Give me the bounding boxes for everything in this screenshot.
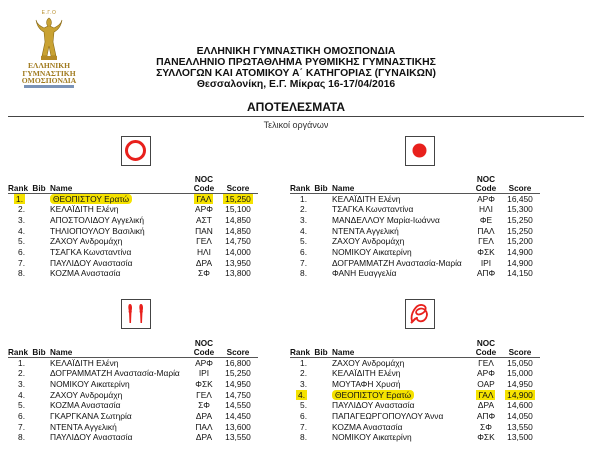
athlete-name: ΑΠΟΣΤΟΛΙΔΟΥ Αγγελική <box>50 214 144 225</box>
noc-cell: ΔΡΑ <box>195 257 213 268</box>
score-cell: 15,000 <box>507 368 533 379</box>
athlete-name: ΘΕΟΠΙΣΤΟΥ Ερατώ <box>50 194 132 204</box>
ribbon-icon <box>405 299 435 329</box>
venue-date: Θεσσαλονίκη, Ε.Γ. Μίκρας 16-17/04/2016 <box>196 79 396 90</box>
noc-cell: ΣΦ <box>480 421 492 432</box>
noc-cell: ΦΣΚ <box>195 378 213 389</box>
noc-cell: ΑΡΦ <box>477 193 495 204</box>
championship-category: ΣΥΛΛΟΓΩΝ ΚΑΙ ΑΤΟΜΙΚΟΥ Α΄ ΚΑΤΗΓΟΡΙΑΣ (ΓΥΝΑΙΚΩΝ) <box>156 68 436 79</box>
table-row <box>8 357 258 368</box>
score-value: 15,250 <box>225 193 251 204</box>
bib-cell <box>310 226 332 237</box>
noc-cell: ΦΣΚ <box>477 432 495 443</box>
athlete-name: ΦΑΝΗ Ευαγγελία <box>332 268 397 279</box>
bib-cell <box>28 357 50 368</box>
bib-cell <box>28 215 50 226</box>
logo-line: ΟΜΟΣΠΟΝΔΙΑ <box>21 76 77 86</box>
score-cell: 14,850 <box>225 225 251 236</box>
noc-cell: ΣΦ <box>198 268 210 279</box>
table-row <box>8 268 258 279</box>
athlete-name: ΤΣΑΓΚΑ Κωνσταντίνα <box>50 247 132 258</box>
rank-cell: 3. <box>18 378 26 389</box>
col-score: Score <box>218 170 258 193</box>
rank-cell: 7. <box>300 421 308 432</box>
col-noc: NOC Code <box>472 334 500 357</box>
score-value: 14,900 <box>507 389 533 400</box>
score-cell: 14,950 <box>225 378 251 389</box>
athlete-name: ΝΟΜΙΚΟΥ Αικατερίνη <box>332 247 412 258</box>
noc-cell: ΓΕΛ <box>196 389 212 400</box>
noc-cell: ΓΕΛ <box>478 236 494 247</box>
rank-value: 4. <box>298 389 306 400</box>
table-row <box>290 193 540 204</box>
table-row <box>8 422 258 433</box>
table-row <box>290 422 540 433</box>
table-row <box>290 379 540 390</box>
bib-cell <box>310 379 332 390</box>
rank-cell: 1. <box>300 193 308 204</box>
rank-cell: 5. <box>18 400 26 411</box>
results-subtitle: Τελικοί οργάνων <box>263 120 329 130</box>
col-rank: Rank <box>290 334 310 357</box>
col-score: Score <box>218 334 258 357</box>
noc-cell: ΣΦ <box>198 400 210 411</box>
table-row <box>8 193 258 204</box>
noc-cell: ΠΑΛ <box>195 421 213 432</box>
score-cell: 14,850 <box>225 214 251 225</box>
col-rank: Rank <box>8 334 28 357</box>
table-row <box>290 215 540 226</box>
noc-cell: ΗΛΙ <box>196 247 211 258</box>
score-cell: 16,800 <box>225 357 251 368</box>
rank-cell: 5. <box>300 400 308 411</box>
athlete-name: ΜΑΝΔΕΛΛΟΥ Μαρία-Ιωάννα <box>332 214 440 225</box>
score-cell: 14,600 <box>507 400 533 411</box>
table-row <box>8 204 258 215</box>
rank-cell: 8. <box>300 432 308 443</box>
table-row <box>290 258 540 269</box>
noc-cell: ΠΑΝ <box>195 225 213 236</box>
score-cell: 14,050 <box>507 411 533 422</box>
athlete-name: ΖΑΧΟΥ Ανδρομάχη <box>332 357 405 368</box>
score-cell: 13,950 <box>225 257 251 268</box>
bib-cell <box>28 268 50 279</box>
clubs-icon <box>121 299 151 329</box>
rank-cell: 6. <box>18 411 26 422</box>
athlete-name: ΚΕΛΑΪΔΙΤΗ Ελένη <box>332 368 401 379</box>
bib-cell <box>28 247 50 258</box>
table-row <box>8 411 258 422</box>
rank-cell: 6. <box>18 247 26 258</box>
noc-cell: ΔΡΑ <box>195 411 213 422</box>
rank-cell: 2. <box>18 368 26 379</box>
logo-line: ΓΥΜΝΑΣΤΙΚΗ <box>22 68 76 78</box>
noc-cell: ΗΛΙ <box>479 204 493 215</box>
athlete-name: ΤΗΛΙΟΠΟΥΛΟΥ Βασιλική <box>50 225 145 236</box>
athlete-name: ΖΑΧΟΥ Ανδρομάχη <box>50 236 123 247</box>
score-cell: 15,250 <box>225 368 251 379</box>
table-row <box>290 226 540 237</box>
noc-cell: ΑΡΦ <box>195 357 213 368</box>
noc-cell <box>472 390 500 401</box>
ribbon-results-table <box>290 334 540 443</box>
rank-cell: 2. <box>300 204 308 215</box>
score-cell: 13,600 <box>225 421 251 432</box>
table-row <box>290 357 540 368</box>
noc-value: ΓΑΛ <box>478 389 494 400</box>
table-row <box>290 411 540 422</box>
bib-cell <box>310 247 332 258</box>
score-cell: 14,900 <box>507 247 533 258</box>
federation-name: ΕΛΛΗΝΙΚΗ ΓΥΜΝΑΣΤΙΚΗ ΟΜΟΣΠΟΝΔΙΑ <box>196 46 396 57</box>
noc-cell: ΑΡΦ <box>195 204 213 215</box>
bib-cell <box>28 204 50 215</box>
noc-cell: ΑΡΦ <box>477 368 495 379</box>
bib-cell <box>28 379 50 390</box>
bib-cell <box>310 215 332 226</box>
athlete-name: ΚΕΛΑΪΔΙΤΗ Ελένη <box>50 357 119 368</box>
score-cell: 14,550 <box>225 400 251 411</box>
bib-cell <box>28 226 50 237</box>
col-name: Name <box>332 170 472 193</box>
noc-cell: ΟΑΡ <box>477 378 495 389</box>
noc-cell: ΑΠΦ <box>476 268 496 279</box>
athlete-name: ΠΑΥΛΙΔΟΥ Αναστασία <box>50 432 133 443</box>
bib-cell <box>310 258 332 269</box>
noc-cell: ΙΡΙ <box>198 368 210 379</box>
score-cell: 13,500 <box>507 432 533 443</box>
col-bib: Bib <box>310 334 332 357</box>
noc-cell <box>190 193 218 204</box>
noc-cell: ΔΡΑ <box>195 432 213 443</box>
score-cell: 13,550 <box>507 421 533 432</box>
noc-value: ΓΑΛ <box>196 193 212 204</box>
col-noc: NOC Code <box>472 170 500 193</box>
col-bib: Bib <box>28 170 50 193</box>
table-row <box>290 390 540 401</box>
logo-abbreviation: Ε.Γ.Ο <box>41 10 57 16</box>
score-cell: 13,800 <box>225 268 251 279</box>
col-score: Score <box>500 334 540 357</box>
bib-cell <box>28 390 50 401</box>
bib-cell <box>310 193 332 204</box>
table-header-row <box>8 334 258 357</box>
noc-cell: ΠΑΛ <box>477 225 495 236</box>
score-cell: 14,750 <box>225 389 251 400</box>
col-bib: Bib <box>28 334 50 357</box>
rank-cell: 8. <box>300 268 308 279</box>
score-cell: 15,050 <box>507 357 533 368</box>
athlete-name: ΖΑΧΟΥ Ανδρομάχη <box>332 236 405 247</box>
hoop-icon <box>121 136 151 166</box>
noc-cell: ΦΕ <box>479 214 493 225</box>
rank-cell: 7. <box>300 257 308 268</box>
table-row <box>290 236 540 247</box>
table-row <box>8 226 258 237</box>
logo-line: ΕΛΛΗΝΙΚΗ <box>27 61 71 70</box>
bib-cell <box>28 411 50 422</box>
rank-cell: 3. <box>300 214 308 225</box>
athlete-name: ΚΕΛΑΪΔΙΤΗ Ελένη <box>50 204 119 215</box>
rank-cell: 1. <box>18 357 26 368</box>
table-row <box>8 258 258 269</box>
table-row <box>290 400 540 411</box>
noc-cell: ΙΡΙ <box>480 257 492 268</box>
score-cell: 15,200 <box>507 236 533 247</box>
bib-cell <box>28 400 50 411</box>
bib-cell <box>310 368 332 379</box>
rank-cell: 4. <box>300 225 308 236</box>
rank-cell: 7. <box>18 421 26 432</box>
noc-cell: ΦΣΚ <box>477 247 495 258</box>
col-bib: Bib <box>310 170 332 193</box>
bib-cell <box>310 411 332 422</box>
score-cell: 14,150 <box>507 268 533 279</box>
table-row <box>8 368 258 379</box>
athlete-name: ΚΟΖΜΑ Αναστασία <box>332 421 403 432</box>
table-row <box>8 400 258 411</box>
rank-cell: 4. <box>18 389 26 400</box>
col-name: Name <box>50 334 190 357</box>
bib-cell <box>28 422 50 433</box>
col-rank: Rank <box>8 170 28 193</box>
bib-cell <box>310 236 332 247</box>
results-title: ΑΠΟΤΕΛΕΣΜΑΤΑ <box>247 100 345 114</box>
score-cell: 14,950 <box>507 378 533 389</box>
noc-cell: ΑΠΦ <box>476 411 496 422</box>
table-row <box>290 368 540 379</box>
athlete-name: ΔΟΓΡΑΜΜΑΤΖΗ Αναστασία-Μαρία <box>332 257 462 268</box>
col-name: Name <box>332 334 472 357</box>
rank-cell: 4. <box>18 225 26 236</box>
hoop-results-table <box>8 170 258 279</box>
athlete-name: ΚΕΛΑΪΔΙΤΗ Ελένη <box>332 193 401 204</box>
athlete-name: ΠΑΠΑΓΕΩΡΓΟΠΟΥΛΟΥ Άννα <box>332 411 444 422</box>
ball-icon <box>405 136 435 166</box>
score-cell: 14,900 <box>507 257 533 268</box>
rank-cell: 8. <box>18 432 26 443</box>
table-header-row <box>290 170 540 193</box>
rank-cell: 2. <box>18 204 26 215</box>
ball-results-table <box>290 170 540 279</box>
rank-cell: 5. <box>300 236 308 247</box>
col-noc: NOC Code <box>190 170 218 193</box>
score-cell <box>218 193 258 204</box>
noc-cell: ΔΡΑ <box>477 400 495 411</box>
col-score: Score <box>500 170 540 193</box>
rank-cell: 2. <box>300 368 308 379</box>
clubs-results-table <box>8 334 258 443</box>
table-row <box>290 432 540 443</box>
score-cell: 15,300 <box>507 204 533 215</box>
bib-cell <box>310 204 332 215</box>
bib-cell <box>28 368 50 379</box>
table-row <box>290 268 540 279</box>
score-cell: 14,000 <box>225 247 251 258</box>
rank-cell: 5. <box>18 236 26 247</box>
col-rank: Rank <box>290 170 310 193</box>
table-row <box>8 379 258 390</box>
table-row <box>8 215 258 226</box>
bib-cell <box>310 390 332 401</box>
name-cell <box>50 193 190 204</box>
table-row <box>8 247 258 258</box>
table-header-row <box>290 334 540 357</box>
athlete-name: ΝΤΕΝΤΑ Αγγελική <box>50 421 117 432</box>
rank-value: 1. <box>16 193 24 204</box>
athlete-name: ΔΟΓΡΑΜΜΑΤΖΗ Αναστασία-Μαρία <box>50 368 180 379</box>
table-header-row <box>8 170 258 193</box>
score-cell: 15,250 <box>507 214 533 225</box>
table-row <box>290 204 540 215</box>
table-row <box>8 390 258 401</box>
col-noc: NOC Code <box>190 334 218 357</box>
table-row <box>290 247 540 258</box>
athlete-name: ΓΚΑΡΓΚΑΝΑ Σωτηρία <box>50 411 132 422</box>
bib-cell <box>310 422 332 433</box>
rank-cell: 3. <box>300 378 308 389</box>
rank-cell: 6. <box>300 247 308 258</box>
rank-cell <box>8 193 28 204</box>
athlete-name: ΚΟΖΜΑ Αναστασία <box>50 400 121 411</box>
score-cell: 16,450 <box>507 193 533 204</box>
bib-cell <box>310 357 332 368</box>
score-cell: 14,750 <box>225 236 251 247</box>
noc-cell: ΑΣΤ <box>196 214 212 225</box>
bib-cell <box>28 432 50 443</box>
table-row <box>8 236 258 247</box>
score-cell: 13,550 <box>225 432 251 443</box>
title-divider <box>8 116 584 117</box>
rank-cell: 1. <box>300 357 308 368</box>
noc-cell: ΓΕΛ <box>478 357 494 368</box>
athlete-name: ΖΑΧΟΥ Ανδρομάχη <box>50 389 123 400</box>
name-cell <box>332 390 472 401</box>
score-cell: 15,250 <box>507 225 533 236</box>
noc-cell: ΓΕΛ <box>196 236 212 247</box>
athlete-name: ΤΣΑΓΚΑ Κωνσταντίνα <box>332 204 414 215</box>
rank-cell: 6. <box>300 411 308 422</box>
athlete-name: ΘΕΟΠΙΣΤΟΥ Ερατώ <box>332 390 414 400</box>
athlete-name: ΝΤΕΝΤΑ Αγγελική <box>332 225 399 236</box>
bib-cell <box>28 236 50 247</box>
bib-cell <box>28 258 50 269</box>
rank-cell <box>290 390 310 401</box>
athlete-name: ΝΟΜΙΚΟΥ Αικατερίνη <box>332 432 412 443</box>
athlete-name: ΠΑΥΛΙΔΟΥ Αναστασία <box>50 257 133 268</box>
athlete-name: ΠΑΥΛΙΔΟΥ Αναστασία <box>332 400 415 411</box>
athlete-name: ΝΟΜΙΚΟΥ Αικατερίνη <box>50 378 130 389</box>
bib-cell <box>28 193 50 204</box>
col-name: Name <box>50 170 190 193</box>
score-cell <box>500 390 540 401</box>
score-cell: 14,450 <box>225 411 251 422</box>
bib-cell <box>310 400 332 411</box>
score-cell: 15,100 <box>225 204 251 215</box>
bib-cell <box>310 432 332 443</box>
athlete-name: ΚΟΖΜΑ Αναστασία <box>50 268 121 279</box>
bib-cell <box>310 268 332 279</box>
athlete-name: ΜΟΥΤΑΦΗ Χρυσή <box>332 378 401 389</box>
table-row <box>8 432 258 443</box>
rank-cell: 3. <box>18 214 26 225</box>
championship-title: ΠΑΝΕΛΛΗΝΙΟ ΠΡΩΤΑΘΛΗΜΑ ΡΥΘΜΙΚΗΣ ΓΥΜΝΑΣΤΙΚΗΣ <box>156 57 436 68</box>
rank-cell: 8. <box>18 268 26 279</box>
rank-cell: 7. <box>18 257 26 268</box>
